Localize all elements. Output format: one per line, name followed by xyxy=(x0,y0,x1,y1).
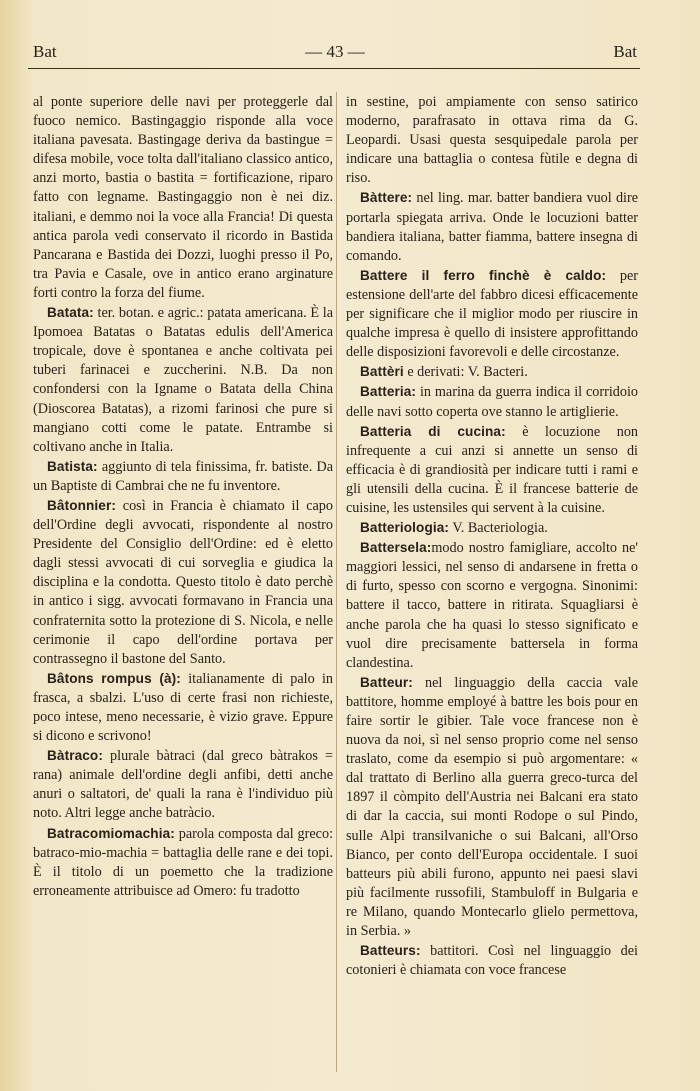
entry-text: battitori. Così nel linguaggio dei cotonieri è chiamata con voce francese xyxy=(346,943,638,979)
entry-text: modo nostro famigliare, accolto ne' maggiori lessici, nel senso di andarsene in fretta o di furto, spesso con scorno e vergogna. Sinonimi: battere il tacco, battere in ritirata. Squagliarsi è anche parola che ha quasi lo stesso significato e vuol dire precisamente battersela in forma clandestina. xyxy=(346,540,638,671)
entry-headword: Battersela: xyxy=(360,540,432,556)
entry-headword: Bâtonnier: xyxy=(47,497,116,513)
entry-text: per estensione dell'arte del fabbro dicesi efficacemente per significare che il miglior modo per riuscire in qualche impresa è quello di insistere approfittando delle disposizioni favorevoli e delle circostanze. xyxy=(346,267,639,361)
entry-text: ter. botan. e agric.: patata americana. È la Ipomoea Batatas o Batatas edulis dell'America tropicale, dove è spontanea e anche coltivata pei tuberi farinacei e zuccherini. N.B. Da non confondersi con la Igname o Batata della China (Dioscorea Batatas), a rizomi farinosi che pure si mangiano cotti come le patate. Entrambe si coltivano anche in Italia. xyxy=(33,305,333,455)
entry-headword: Bàttere: xyxy=(360,190,413,206)
dictionary-entry xyxy=(33,457,333,496)
entry-text: plurale bàtraci (dal greco bàtrakos = rana) animale dell'ordine degli anfibi, detti anche anuri o saltatori, de' quali la rana è l'individuo più noto. Altri legge anche batràcio. xyxy=(33,748,333,822)
entry-headword: Batista: xyxy=(47,458,98,474)
dictionary-entry xyxy=(346,362,638,382)
entry-headword: Batata: xyxy=(47,305,94,321)
entry-text: e derivati: V. Bacteri. xyxy=(407,364,528,381)
entry-headword: Batteurs: xyxy=(360,943,421,959)
header-right-guideword: Bat xyxy=(613,42,637,61)
header-rule xyxy=(28,68,640,69)
dictionary-entry xyxy=(346,538,638,673)
entry-text: parola composta dal greco: batraco-mio-machia = battaglia delle rane e dei topi. È il titolo di un poemetto che la tradizione erroneamente attribuisce ad Omero: fu tradotto xyxy=(33,825,334,899)
entry-text: così in Francia è chiamato il capo dell'Ordine degli avvocati, rispondente al nostro Presidente del Consiglio dell'Ordine: ed è eletto dagli stessi avvocati di cui sorveglia e giudica la disciplina e la condotta. Questo titolo è dato perchè in antico i sigg. avvocati formavano in Francia una confraternita sotto la protezione di S. Nicola, e nelle cerimonie il capo dell'ordine portava per contrassegno il bastone del Santo. xyxy=(33,497,333,667)
entry-headword: Batteur: xyxy=(360,674,413,690)
dictionary-entry xyxy=(33,92,333,303)
page-number: — 43 — xyxy=(305,42,365,61)
dictionary-entry xyxy=(33,303,333,457)
dictionary-entry xyxy=(346,673,638,941)
right-column xyxy=(346,92,638,980)
entry-headword: Bàtraco: xyxy=(47,748,103,764)
entry-text: al ponte superiore delle navi per proteggerle dal fuoco nemico. Bastingaggio risponde alla voce italiana pavesata. Bastingage deriva da bastingue = difesa mobile, voce tolta dall'italiano classico antico, anzi morto, bastia o bastita = fortificazione, riparo fatto con legname. Bastingaggio non è nei diz. italiani, e demmo noi la voce alla Francia! Di questa antica parola vedi conservato il ricordo in Bastida Pancarana e Bastida dei Dozzi, luoghi presso il Po, tra Pavia e Casale, ove in antico erano arginature forti contro la forza del fiume. xyxy=(33,94,333,301)
entry-headword: Batracomiomachia: xyxy=(47,825,175,841)
entry-text: V. Bacteriologia. xyxy=(452,520,548,537)
running-header xyxy=(33,38,637,66)
entry-headword: Battèri xyxy=(360,364,404,380)
header-left-guideword: Bat xyxy=(33,42,57,61)
dictionary-entry xyxy=(346,266,638,362)
entry-headword: Batteria di cucina: xyxy=(360,423,506,439)
entry-text: in marina da guerra indica il corridoio delle navi sotto coperta ove stanno le artiglierie. xyxy=(346,384,638,420)
dictionary-entry xyxy=(33,824,333,901)
entry-text: in sestine, poi ampiamente con senso satirico moderno, parafrasato in ottava rima da G. Leopardi. Usasi questa sesquipedale parola per indicare una battaglia o contesa fùtile e degna di riso. xyxy=(346,94,638,187)
entry-text: italianamente di palo in frasca, a sbalzi. L'uso di certe frasi non richieste, poco intese, meno necessarie, è vizio grave. Eppure si dicono e scrivono! xyxy=(33,670,333,745)
dictionary-entry xyxy=(33,746,333,823)
column-divider xyxy=(336,92,337,1072)
dictionary-entry xyxy=(346,941,638,980)
entry-text: aggiunto di tela finissima, fr. batiste. Da un Baptiste di Cambrai che ne fu inventore. xyxy=(33,458,333,494)
dictionary-entry xyxy=(346,422,638,518)
entry-headword: Bâtons rompus (à): xyxy=(47,670,181,686)
dictionary-entry xyxy=(346,382,638,421)
dictionary-entry xyxy=(346,518,638,538)
dictionary-entry xyxy=(33,496,333,669)
entry-headword: Batteriologia: xyxy=(360,520,450,536)
entry-text: nel linguaggio della caccia vale battitore, homme employé à battre les bois pour en faire sortir le gibier. Tale voce francese non è nuova da noi, sì nel senso proprio come nel senso traslato, come da esempio si può argomentare: « dal trattato di Berlino alla guerra greco-turca del 1897 il còmpito dell'Austria nei Balcani era stato di dar la caccia, sui monti Rodope o sul Pindo, sulle Alpi transilvaniche o sui Balcani, all'Orso Bianco, per conto dell'Europa occidentale. I suoi batteurs più abili furono, appunto nei paesi slavi più facilmente russofili, Stambuloff in Bulgaria e re Milano, quando Montecarlo glielo permettova, in Serbia. » xyxy=(346,674,638,940)
entry-headword: Battere il ferro finchè è caldo: xyxy=(360,267,607,283)
entry-headword: Batteria: xyxy=(360,384,417,400)
left-column xyxy=(33,92,333,901)
dictionary-entry xyxy=(346,92,638,188)
entry-text: nel ling. mar. batter bandiera vuol dire portarla spiegata arriva. Onde le locuzioni batter bandiera italiana, batter fiamma, battere insegna di comando. xyxy=(346,190,638,264)
dictionary-entry xyxy=(33,669,333,746)
entry-text: è locuzione non infrequente a cui anzi si annette un senso di efficacia è di grandiosità per indicare tutti i rami e gli utensili della cucina. È il francese batterie de cuisine, les ustensiles qui servent à la cuisine. xyxy=(346,423,639,516)
dictionary-entry xyxy=(346,188,638,265)
